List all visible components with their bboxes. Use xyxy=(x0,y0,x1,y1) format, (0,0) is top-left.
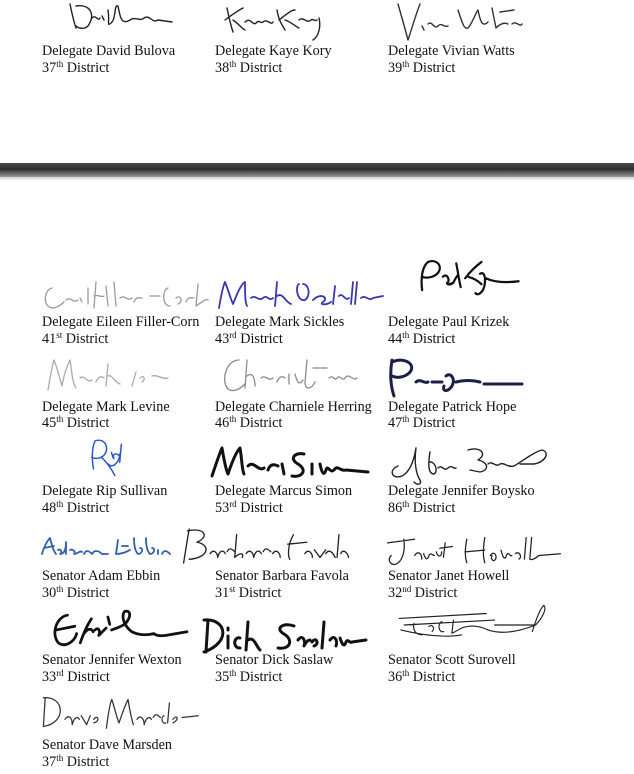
district-label: 37th District xyxy=(42,753,110,770)
district-label: 86th District xyxy=(388,499,456,516)
signature-stroke xyxy=(399,605,545,636)
signer-name: Delegate Kaye Kory xyxy=(215,43,332,59)
signature-icon xyxy=(213,272,393,318)
signature-icon xyxy=(38,690,218,736)
signature-icon xyxy=(38,272,218,318)
district-label: 46th District xyxy=(215,414,283,431)
signature-icon xyxy=(40,0,220,46)
signature-icon xyxy=(376,352,556,398)
signer-name: Senator Adam Ebbin xyxy=(42,568,161,584)
signature-icon xyxy=(384,440,564,486)
signer-name: Senator Janet Howell xyxy=(388,568,510,584)
signature-stroke xyxy=(204,620,366,652)
signature-icon xyxy=(384,602,564,648)
signature-stroke xyxy=(398,4,522,40)
signer-name: Delegate Jennifer Boysko xyxy=(388,483,535,499)
district-label: 44th District xyxy=(388,330,456,347)
signature-icon xyxy=(217,352,397,398)
signature-stroke xyxy=(422,261,519,294)
signature-stroke xyxy=(55,611,187,645)
district-label: 32nd District xyxy=(388,584,458,601)
district-label: 48th District xyxy=(42,499,110,516)
district-label: 38th District xyxy=(215,59,283,76)
signature-stroke xyxy=(392,448,546,484)
signer-name: Delegate Eileen Filler-Corn xyxy=(42,314,200,330)
signer-name: Delegate Patrick Hope xyxy=(388,399,517,415)
signer-name: Delegate Marcus Simon xyxy=(215,483,353,499)
district-label: 47th District xyxy=(388,414,456,431)
signature-stroke xyxy=(45,282,208,308)
district-label: 31st District xyxy=(215,584,282,601)
signature-stroke xyxy=(225,8,320,40)
signer-name: Delegate Mark Levine xyxy=(42,399,170,415)
signature-icon xyxy=(388,0,568,46)
page-separator xyxy=(0,163,634,177)
signature-icon xyxy=(215,0,395,46)
district-label: 35th District xyxy=(215,668,283,685)
signature-icon xyxy=(40,606,220,652)
district-label: 30th District xyxy=(42,584,110,601)
signature-stroke xyxy=(391,360,522,396)
district-label: 33rd District xyxy=(42,668,110,685)
signature-stroke xyxy=(48,360,168,390)
signature-icon xyxy=(208,440,388,486)
signature-stroke xyxy=(219,282,383,308)
signer-name: Senator Dave Marsden xyxy=(42,737,173,753)
signature-stroke xyxy=(212,448,368,476)
signer-name: Delegate David Bulova xyxy=(42,43,176,59)
signer-name: Senator Barbara Favola xyxy=(215,568,349,584)
district-label: 37th District xyxy=(42,59,110,76)
signature-icon xyxy=(390,256,570,302)
signer-name: Delegate Mark Sickles xyxy=(215,314,345,330)
signature-stroke xyxy=(225,360,357,391)
signer-name: Delegate Rip Sullivan xyxy=(42,483,168,499)
signer-name: Senator Jennifer Wexton xyxy=(42,652,182,668)
signature-icon xyxy=(176,524,356,570)
signature-stroke xyxy=(388,538,561,565)
signature-stroke xyxy=(92,440,122,475)
signer-name: Senator Scott Surovell xyxy=(388,652,516,668)
signature-stroke xyxy=(42,538,170,554)
signature-icon xyxy=(40,352,220,398)
district-label: 36th District xyxy=(388,668,456,685)
district-label: 53rd District xyxy=(215,499,283,516)
signature-stroke xyxy=(70,4,172,28)
district-label: 39th District xyxy=(388,59,456,76)
district-label: 45th District xyxy=(42,414,110,431)
signer-name: Delegate Paul Krizek xyxy=(388,314,510,330)
signer-name: Senator Dick Saslaw xyxy=(215,652,334,668)
signer-name: Delegate Vivian Watts xyxy=(388,43,515,59)
district-label: 43rd District xyxy=(215,330,283,347)
signature-stroke xyxy=(184,529,349,563)
district-label: 41st District xyxy=(42,330,109,347)
signature-stroke xyxy=(43,698,198,729)
signer-name: Delegate Charniele Herring xyxy=(215,399,372,415)
